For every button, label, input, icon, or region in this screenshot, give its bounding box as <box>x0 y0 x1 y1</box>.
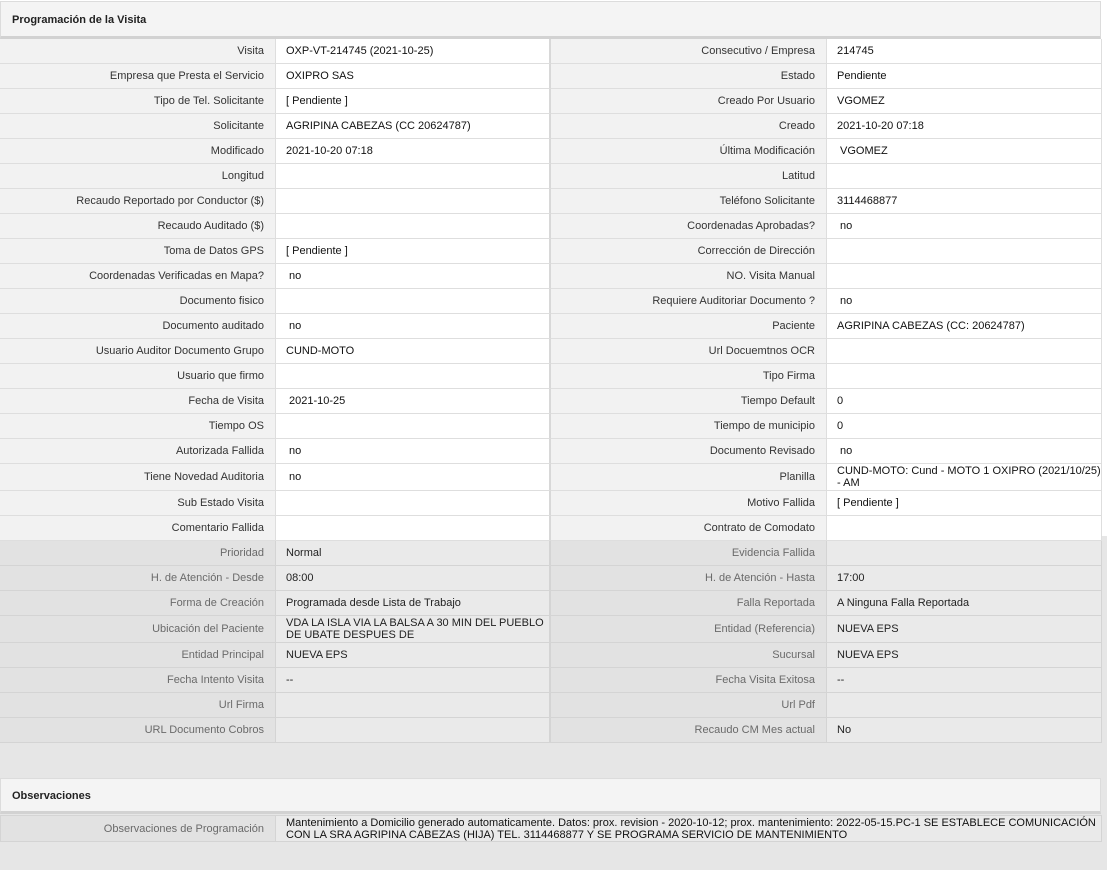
detail-row <box>0 339 1102 364</box>
field-value: NUEVA EPS <box>827 616 1102 643</box>
detail-row <box>0 214 1102 239</box>
field-label: Falla Reportada <box>551 591 827 616</box>
field-label: Coordenadas Aprobadas? <box>551 214 827 239</box>
field-label: Ubicación del Paciente <box>0 616 276 643</box>
field-value: 3114468877 <box>827 189 1102 214</box>
field-value: no <box>827 289 1102 314</box>
field-value <box>276 164 551 189</box>
field-value: 2021-10-20 07:18 <box>827 114 1102 139</box>
field-label: Teléfono Solicitante <box>551 189 827 214</box>
detail-row <box>0 289 1102 314</box>
field-label: Tiempo OS <box>0 414 276 439</box>
detail-row <box>0 89 1102 114</box>
field-label: URL Documento Cobros <box>0 718 276 743</box>
field-value <box>276 693 551 718</box>
field-value: 0 <box>827 414 1102 439</box>
field-value: no <box>276 439 551 464</box>
field-value <box>276 289 551 314</box>
field-label: Fecha Visita Exitosa <box>551 668 827 693</box>
field-value <box>827 516 1102 541</box>
field-label: Evidencia Fallida <box>551 541 827 566</box>
detail-row <box>0 364 1102 389</box>
field-value: OXP-VT-214745 (2021-10-25) <box>276 39 551 64</box>
field-value: VDA LA ISLA VIA LA BALSA A 30 MIN DEL PUEBLO DE UBATE DESPUES DE <box>276 616 551 643</box>
detail-row <box>0 718 1102 743</box>
field-value: A Ninguna Falla Reportada <box>827 591 1102 616</box>
field-value <box>276 516 551 541</box>
field-value <box>827 541 1102 566</box>
field-label: Url Docuemtnos OCR <box>551 339 827 364</box>
field-value: [ Pendiente ] <box>276 239 551 264</box>
field-value: VGOMEZ <box>827 89 1102 114</box>
field-value: 0 <box>827 389 1102 414</box>
field-label: H. de Atención - Desde <box>0 566 276 591</box>
detail-row <box>0 39 1102 64</box>
detail-row <box>0 616 1102 643</box>
field-value: AGRIPINA CABEZAS (CC: 20624787) <box>827 314 1102 339</box>
field-value: [ Pendiente ] <box>276 89 551 114</box>
field-value: -- <box>827 668 1102 693</box>
field-value <box>827 364 1102 389</box>
field-label: Sucursal <box>551 643 827 668</box>
field-value: AGRIPINA CABEZAS (CC 20624787) <box>276 114 551 139</box>
detail-row <box>0 464 1102 491</box>
field-label: Creado <box>551 114 827 139</box>
field-value <box>276 491 551 516</box>
detail-row <box>0 164 1102 189</box>
field-label: Entidad (Referencia) <box>551 616 827 643</box>
field-value: 2021-10-20 07:18 <box>276 139 551 164</box>
field-label: Creado Por Usuario <box>551 89 827 114</box>
field-label: Estado <box>551 64 827 89</box>
field-value: OXIPRO SAS <box>276 64 551 89</box>
detail-row <box>0 264 1102 289</box>
field-value <box>827 239 1102 264</box>
field-value <box>276 414 551 439</box>
field-label: Autorizada Fallida <box>0 439 276 464</box>
detail-row <box>0 566 1102 591</box>
field-value: no <box>276 264 551 289</box>
field-label: Documento Revisado <box>551 439 827 464</box>
field-value: Normal <box>276 541 551 566</box>
detail-row <box>0 189 1102 214</box>
detail-row <box>0 239 1102 264</box>
field-label: Url Pdf <box>551 693 827 718</box>
observaciones-label: Observaciones de Programación <box>0 815 276 842</box>
field-label: Comentario Fallida <box>0 516 276 541</box>
field-label: Última Modificación <box>551 139 827 164</box>
field-label: Consecutivo / Empresa <box>551 39 827 64</box>
field-value <box>827 693 1102 718</box>
field-value <box>276 718 551 743</box>
field-label: Contrato de Comodato <box>551 516 827 541</box>
detail-row <box>0 516 1102 541</box>
field-value: NUEVA EPS <box>276 643 551 668</box>
field-value <box>276 189 551 214</box>
field-label: Entidad Principal <box>0 643 276 668</box>
detail-row <box>0 693 1102 718</box>
field-label: Fecha Intento Visita <box>0 668 276 693</box>
field-label: Tiempo Default <box>551 389 827 414</box>
detail-row <box>0 491 1102 516</box>
field-label: NO. Visita Manual <box>551 264 827 289</box>
observaciones-row <box>0 815 1102 842</box>
detail-row <box>0 414 1102 439</box>
field-label: Requiere Auditoriar Documento ? <box>551 289 827 314</box>
detail-row <box>0 64 1102 89</box>
field-label: Tipo de Tel. Solicitante <box>0 89 276 114</box>
field-label: Url Firma <box>0 693 276 718</box>
field-value: 17:00 <box>827 566 1102 591</box>
field-label: Planilla <box>551 464 827 491</box>
section-title-visita: Programación de la Visita <box>0 1 1101 39</box>
detail-row <box>0 314 1102 339</box>
field-label: Motivo Fallida <box>551 491 827 516</box>
field-value: 214745 <box>827 39 1102 64</box>
field-label: Fecha de Visita <box>0 389 276 414</box>
field-value <box>276 214 551 239</box>
field-label: Tiene Novedad Auditoria <box>0 464 276 491</box>
field-value: CUND-MOTO <box>276 339 551 364</box>
field-value: [ Pendiente ] <box>827 491 1102 516</box>
detail-row <box>0 114 1102 139</box>
field-value: VGOMEZ <box>827 139 1102 164</box>
field-label: Prioridad <box>0 541 276 566</box>
observaciones-value: Mantenimiento a Domicilio generado automaticamente. Datos: prox. revision - 2020-10-12; prox. mantenimiento: 2022-05-15.PC-1 SE ESTABLECE COMUNICACIÓN CON LA SRA AGRIPINA CABEZAS (HIJA) TEL. 3114468877 Y SE PROGRAMA SERVICIO DE MANTENIMIENTO <box>276 815 1102 842</box>
field-label: Recaudo CM Mes actual <box>551 718 827 743</box>
field-value <box>276 364 551 389</box>
field-value <box>827 164 1102 189</box>
field-label: Usuario que firmo <box>0 364 276 389</box>
field-label: Forma de Creación <box>0 591 276 616</box>
field-label: Documento auditado <box>0 314 276 339</box>
field-value: no <box>827 439 1102 464</box>
detail-row <box>0 668 1102 693</box>
detail-row <box>0 389 1102 414</box>
field-label: Latitud <box>551 164 827 189</box>
field-label: Visita <box>0 39 276 64</box>
field-label: Tipo Firma <box>551 364 827 389</box>
detail-row <box>0 541 1102 566</box>
field-value <box>827 264 1102 289</box>
field-label: Coordenadas Verificadas en Mapa? <box>0 264 276 289</box>
detail-row <box>0 591 1102 616</box>
field-value: -- <box>276 668 551 693</box>
field-label: Corrección de Dirección <box>551 239 827 264</box>
field-label: Usuario Auditor Documento Grupo <box>0 339 276 364</box>
field-value: Pendiente <box>827 64 1102 89</box>
field-value: no <box>276 464 551 491</box>
field-label: Documento fisico <box>0 289 276 314</box>
field-label: Solicitante <box>0 114 276 139</box>
detail-row <box>0 439 1102 464</box>
field-value: NUEVA EPS <box>827 643 1102 668</box>
field-value: CUND-MOTO: Cund - MOTO 1 OXIPRO (2021/10/25) - AM <box>827 464 1102 491</box>
field-label: Sub Estado Visita <box>0 491 276 516</box>
field-label: Modificado <box>0 139 276 164</box>
field-value <box>827 339 1102 364</box>
field-label: H. de Atención - Hasta <box>551 566 827 591</box>
field-label: Paciente <box>551 314 827 339</box>
field-value: 08:00 <box>276 566 551 591</box>
field-value: Programada desde Lista de Trabajo <box>276 591 551 616</box>
field-value: 2021-10-25 <box>276 389 551 414</box>
field-value: No <box>827 718 1102 743</box>
field-label: Longitud <box>0 164 276 189</box>
field-label: Recaudo Auditado ($) <box>0 214 276 239</box>
field-label: Empresa que Presta el Servicio <box>0 64 276 89</box>
field-label: Tiempo de municipio <box>551 414 827 439</box>
field-value: no <box>827 214 1102 239</box>
field-label: Recaudo Reportado por Conductor ($) <box>0 189 276 214</box>
field-value: no <box>276 314 551 339</box>
detail-row <box>0 139 1102 164</box>
section-title-observaciones: Observaciones <box>0 778 1101 814</box>
visit-details-grid <box>0 39 1102 743</box>
field-label: Toma de Datos GPS <box>0 239 276 264</box>
detail-row <box>0 643 1102 668</box>
